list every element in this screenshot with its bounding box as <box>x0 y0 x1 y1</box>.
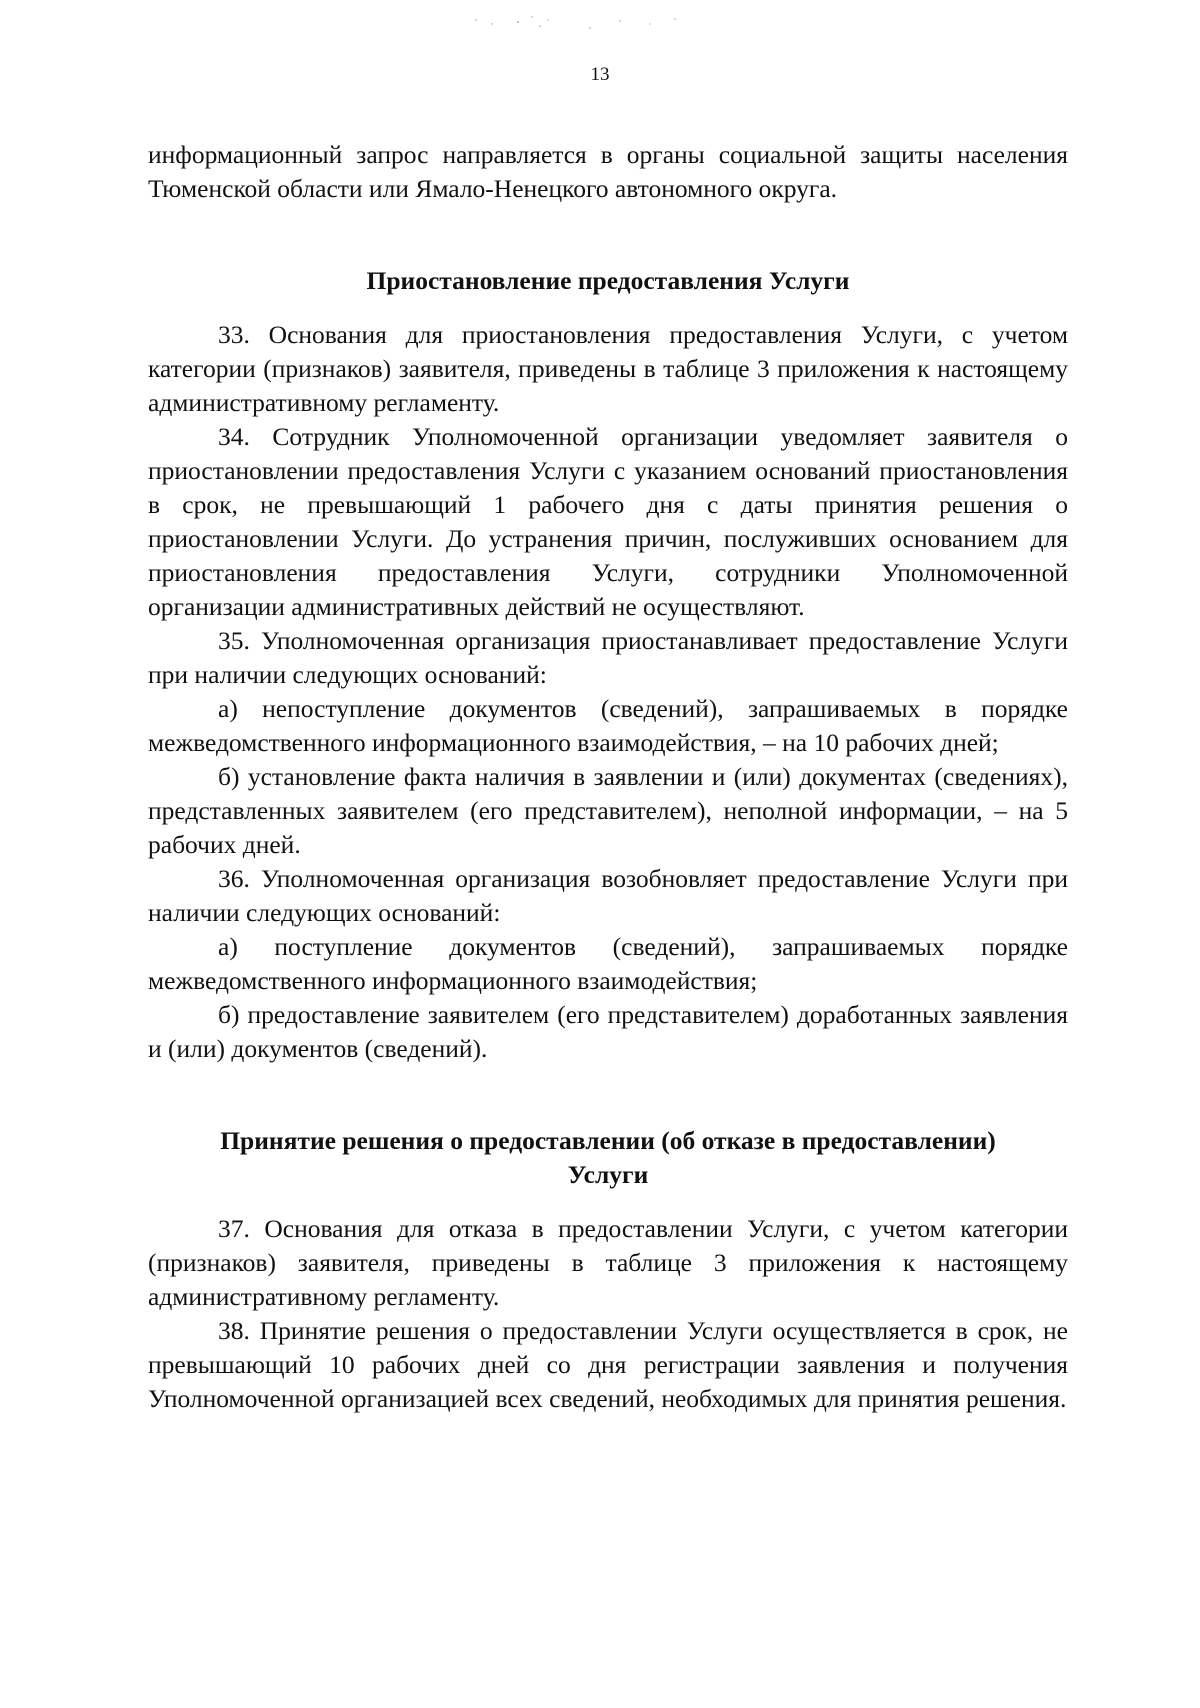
paragraph-37: 37. Основания для отказа в предоставлении Услуги, с учетом категории (признаков) заявителя, приведены в таблице 3 приложения к настоящему административному регламенту. <box>148 1214 1068 1311</box>
section-heading-decision <box>148 1124 1068 1192</box>
section-heading-suspension: Приостановление предоставления Услуги <box>366 266 850 295</box>
scan-noise-marks <box>470 8 730 38</box>
section-heading-decision-line2: Услуги <box>567 1160 649 1189</box>
paragraph-38: 38. Принятие решения о предоставлении Услуги осуществляется в срок, не превышающий 10 рабочих дней со дня регистрации заявления и получения Уполномоченной организацией всех сведений, необходимых для принятия решения. <box>148 1316 1068 1413</box>
paragraph-35: 35. Уполномоченная организация приостанавливает предоставление Услуги при наличии следующих оснований: <box>148 626 1068 689</box>
paragraph-33: 33. Основания для приостановления предоставления Услуги, с учетом категории (признаков) заявителя, приведены в таблице 3 приложения к настоящему административному регламенту. <box>148 320 1068 417</box>
intro-paragraph: информационный запрос направляется в органы социальной защиты населения Тюменской области или Ямало-Ненецкого автономного округа. <box>148 140 1068 203</box>
document-body <box>148 138 1068 1416</box>
paragraph-36: 36. Уполномоченная организация возобновляет предоставление Услуги при наличии следующих оснований: <box>148 864 1068 927</box>
paragraph-36-a: а) поступление документов (сведений), запрашиваемых порядке межведомственного информационного взаимодействия; <box>148 932 1068 995</box>
paragraph-35-a: а) непоступление документов (сведений), запрашиваемых в порядке межведомственного информационного взаимодействия, – на 10 рабочих дней; <box>148 694 1068 757</box>
paragraph-35-b: б) установление факта наличия в заявлении и (или) документах (сведениях), представленных заявителем (его представителем), неполной информации, – на 5 рабочих дней. <box>148 762 1068 859</box>
paragraph-34: 34. Сотрудник Уполномоченной организации уведомляет заявителя о приостановлении предоставления Услуги с указанием оснований приостановления в срок, не превышающий 1 рабочего дня с даты принятия решения о приостановлении Услуги. До устранения причин, послуживших основанием для приостановления предоставления Услуги, сотрудники Уполномоченной организации административных действий не осуществляют. <box>148 422 1068 621</box>
section-heading-decision-line1: Принятие решения о предоставлении (об отказе в предоставлении) <box>220 1126 996 1155</box>
paragraph-36-b: б) предоставление заявителем (его представителем) доработанных заявления и (или) документов (сведений). <box>148 1000 1068 1063</box>
page-number: 13 <box>590 64 610 85</box>
